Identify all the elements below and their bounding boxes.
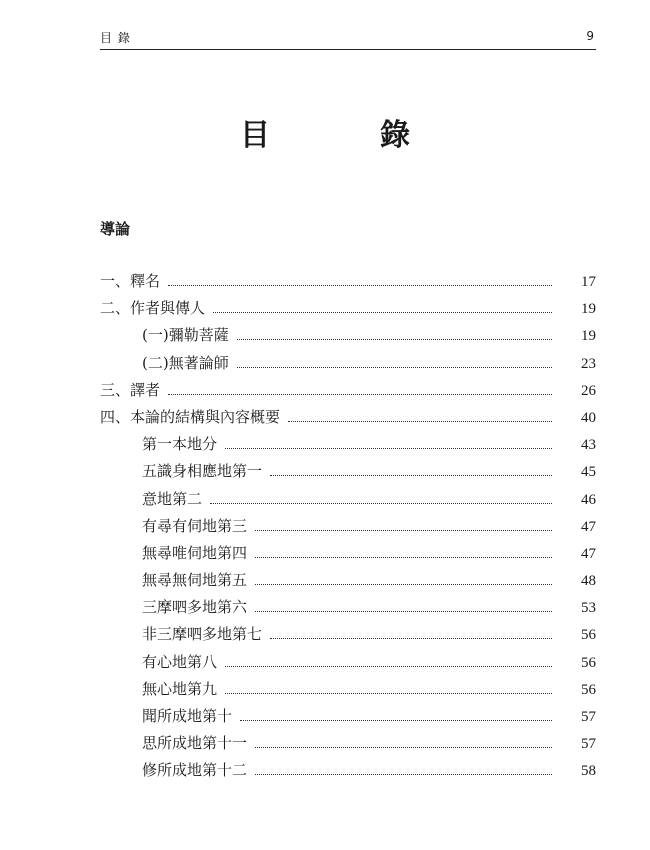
toc-entry[interactable] — [100, 379, 596, 406]
toc-entry-label: 四、本論的結構與內容概要 — [100, 407, 281, 426]
toc-entry-page: 40 — [581, 409, 596, 426]
dot-leader — [255, 556, 552, 558]
toc-entry[interactable] — [100, 270, 596, 297]
dot-leader — [168, 284, 552, 286]
dot-leader — [237, 366, 552, 368]
dot-leader — [213, 311, 552, 313]
toc-entry[interactable] — [100, 406, 596, 433]
toc-entry-label: 三、譯者 — [100, 380, 161, 399]
toc-entry-page: 23 — [581, 355, 596, 372]
toc-entry-label: 二、作者與傳人 — [100, 299, 206, 318]
toc-entry[interactable] — [100, 542, 596, 569]
dot-leader — [225, 692, 552, 694]
toc-entry[interactable] — [100, 460, 596, 487]
dot-leader — [255, 773, 552, 775]
toc-entry[interactable] — [100, 678, 596, 705]
toc-entry-page: 47 — [581, 545, 596, 562]
running-header — [100, 27, 596, 50]
toc-entry[interactable] — [100, 596, 596, 623]
header-title: 目 錄 — [100, 31, 131, 45]
toc-entry-label: 有尋有伺地第三 — [142, 516, 248, 535]
toc-entry-page: 26 — [581, 382, 596, 399]
toc-entry-label: 意地第二 — [142, 489, 203, 508]
dot-leader — [270, 637, 552, 639]
toc-entry[interactable] — [100, 297, 596, 324]
section-heading: 導論 — [100, 220, 131, 238]
toc-entry-label: 思所成地第十一 — [142, 734, 248, 753]
dot-leader — [210, 502, 552, 504]
dot-leader — [225, 665, 552, 667]
page-title: 目 錄 — [240, 118, 450, 153]
toc-entry-label: 無心地第九 — [142, 679, 218, 698]
toc-entry-label: 第一本地分 — [142, 435, 218, 454]
toc-entry-label: 三摩呬多地第六 — [142, 598, 248, 617]
toc-entry-page: 57 — [581, 736, 596, 753]
toc-entry[interactable] — [100, 433, 596, 460]
dot-leader — [255, 583, 552, 585]
dot-leader — [255, 529, 552, 531]
toc-entry-label: 一、釋名 — [100, 272, 161, 290]
dot-leader — [270, 474, 552, 476]
toc-entry-label: 無尋無伺地第五 — [142, 571, 248, 590]
toc-entry-page: 56 — [581, 627, 596, 644]
toc-entry[interactable] — [100, 651, 596, 678]
toc-entry-label: 五識身相應地第一 — [142, 462, 263, 481]
toc-entry-page: 48 — [581, 573, 596, 590]
toc-entry[interactable] — [100, 623, 596, 650]
toc-entry[interactable] — [100, 732, 596, 759]
dot-leader — [240, 719, 552, 721]
toc-entry-page: 19 — [581, 301, 596, 318]
table-of-contents — [100, 270, 596, 787]
toc-entry-page: 19 — [581, 328, 596, 345]
toc-entry-label: 聞所成地第十 — [142, 707, 233, 725]
toc-entry-label: 無尋唯伺地第四 — [142, 543, 248, 562]
dot-leader — [225, 447, 552, 449]
toc-entry-label: (二)無著論師 — [142, 353, 229, 372]
toc-entry-label: 有心地第八 — [142, 652, 218, 671]
toc-entry[interactable] — [100, 569, 596, 596]
toc-entry-label: 修所成地第十二 — [142, 761, 248, 780]
toc-entry-page: 53 — [581, 600, 596, 617]
toc-entry-page: 47 — [581, 518, 596, 535]
dot-leader — [255, 610, 552, 612]
toc-entry-page: 56 — [581, 681, 596, 698]
toc-entry-page: 56 — [581, 654, 596, 671]
toc-entry-label: (一)彌勒菩薩 — [142, 326, 229, 345]
toc-entry-label: 非三摩呬多地第七 — [142, 625, 263, 644]
toc-entry-page: 46 — [581, 491, 596, 508]
toc-entry[interactable] — [100, 352, 596, 379]
toc-entry[interactable] — [100, 705, 596, 732]
dot-leader — [237, 338, 552, 340]
toc-entry-page: 17 — [581, 274, 596, 290]
dot-leader — [288, 420, 552, 422]
toc-entry-page: 43 — [581, 437, 596, 454]
toc-entry[interactable] — [100, 759, 596, 786]
dot-leader — [168, 393, 552, 395]
toc-entry-page: 57 — [581, 709, 596, 725]
toc-entry[interactable] — [100, 324, 596, 351]
toc-entry[interactable] — [100, 488, 596, 515]
toc-entry-page: 45 — [581, 464, 596, 481]
dot-leader — [255, 746, 552, 748]
page-number: 9 — [586, 29, 594, 43]
toc-entry-page: 58 — [581, 763, 596, 780]
toc-entry[interactable] — [100, 515, 596, 542]
